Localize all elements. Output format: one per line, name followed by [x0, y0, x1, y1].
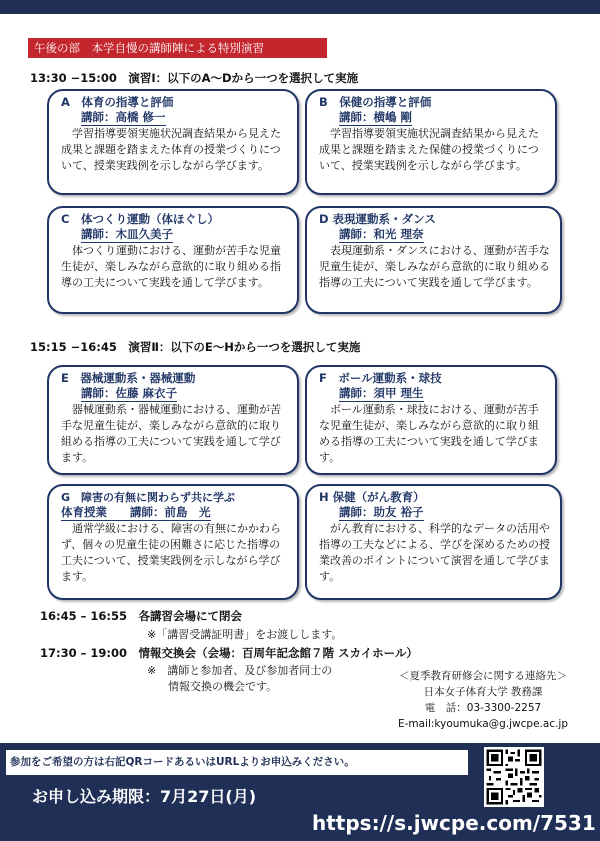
card-description: がん教育における、科学的なデータの活用や指導の工夫などによる、学びを深めるための授業改善のポイントについて演習を通して学びます。 [319, 522, 550, 583]
apply-instructions: 参加をご希望の方は右記QRコードあるいはURLよりお申込みください。 [6, 750, 468, 775]
card-title: F ボール運動系・球技 [319, 371, 442, 385]
application-deadline: お申し込み期限：7月27日(月) [32, 787, 257, 806]
qr-code-icon[interactable] [484, 747, 544, 807]
top-bar [0, 0, 600, 14]
contact-tel: 電 話：03-3300-2257 [424, 702, 542, 714]
card-title: A 体育の指導と評価 [61, 95, 174, 109]
card-description: 体つくり運動における、運動が苦手な児童生徒が、楽しみながら意欲的に取り組める指導の工夫について実践を通して学びます。 [61, 244, 281, 289]
card-instructor: 講師：高橋 修一 [81, 110, 166, 124]
card-instructor: 講師：横嶋 剛 [339, 110, 413, 124]
closing-time: 16:45 – 16:55 各講習会場にて閉会 [40, 609, 242, 623]
card-title: G 障害の有無に関わらず共に学ぶ [61, 491, 236, 504]
card-instructor: 講師：須甲 理生 [339, 386, 424, 400]
exchange-note-2: 情報交換の機会です。 [168, 680, 278, 693]
card-instructor: 講師：助友 裕子 [339, 505, 424, 519]
card-title: B 保健の指導と評価 [319, 95, 432, 109]
application-url[interactable]: https://s.jwcpe.com/7531 [312, 811, 596, 835]
contact-email: E-mail:kyoumuka@g.jwcpe.ac.jp [397, 718, 569, 730]
card-instructor: 講師：和光 理奈 [339, 227, 424, 241]
contact-heading: ＜夏季教育研修会に関する連絡先＞ [399, 670, 567, 682]
card-description: 通常学級における、障害の有無にかかわらず、個々の児童生徒の困難さに応じた指導の工夫について、授業実践例を示しながら学びます。 [61, 522, 281, 583]
card-instructor: 講師：木皿久美子 [81, 227, 173, 241]
session-2-heading: 15:15 −16:45 演習Ⅱ：以下のE〜Hから一つを選択して実施 [30, 340, 361, 354]
card-description: 学習指導要領実施状況調査結果から見えた成果と課題を踏まえた保健の授業づくりについて、授業実践例を示しながら学びます。 [319, 127, 539, 172]
workshop-card-h [305, 484, 562, 600]
card-instructor: 体育授業 講師：前島 光 [61, 505, 211, 519]
card-description: 器械運動系・器械運動における、運動が苦手な児童生徒が、楽しみながら意欲的に取り組める指導の工夫について実践を通して学びます。 [61, 403, 281, 464]
session-1-heading: 13:30 −15:00 演習Ⅰ：以下のA〜Dから一つを選択して実施 [30, 71, 359, 85]
card-instructor: 講師：佐藤 麻衣子 [81, 386, 178, 400]
workshop-card-f [305, 365, 557, 475]
afternoon-banner: 午後の部 本学自慢の講師陣による特別演習 [28, 38, 327, 58]
card-title: E 器械運動系・器械運動 [61, 371, 196, 385]
contact-org: 日本女子体育大学 教務課 [423, 686, 543, 698]
exchange-time: 17:30 – 19:00 情報交換会（会場：百周年記念館７階 スカイホール） [40, 646, 418, 660]
card-description: 学習指導要領実施状況調査結果から見えた成果と課題を踏まえた体育の授業づくりについて、授業実践例を示しながら学びます。 [61, 127, 281, 172]
exchange-note: ※ 講師と参加者、及び参加者同士の [147, 664, 333, 677]
card-description: ボール運動系・球技における、運動が苦手な児童生徒が、楽しみながら意欲的に取り組める指導の工夫について実践を通して学びます。 [319, 403, 539, 464]
card-title: H 保健（がん教育） [319, 490, 425, 504]
workshop-card-e [47, 365, 299, 475]
contact-block [378, 668, 588, 732]
card-title: D 表現運動系・ダンス [319, 212, 436, 226]
workshop-card-a [47, 89, 299, 195]
card-description: 表現運動系・ダンスにおける、運動が苦手な児童生徒が、楽しみながら意欲的に取り組める指導の工夫について実践を通して学びます。 [319, 244, 550, 289]
closing-note: ※「講習受講証明書」をお渡しします。 [147, 628, 343, 641]
workshop-card-c [47, 206, 299, 314]
workshop-card-g [47, 484, 299, 600]
workshop-card-b [305, 89, 557, 195]
workshop-card-d [305, 206, 562, 314]
card-title: C 体つくり運動（体ほぐし） [61, 212, 219, 226]
